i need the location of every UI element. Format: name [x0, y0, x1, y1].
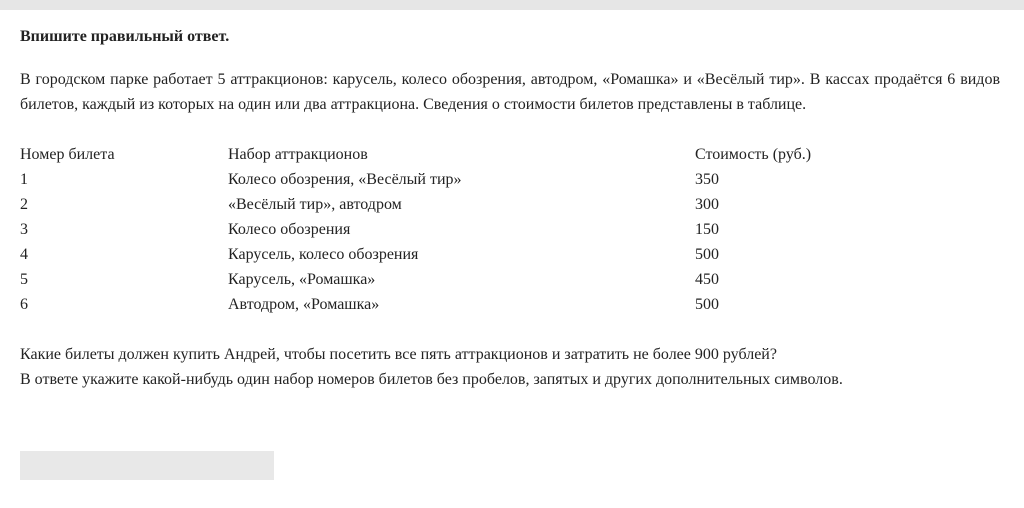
- task-intro: В городском парке работает 5 аттракционов: карусель, колесо обозрения, автодром, «Ромашка» и «Весёлый тир». В кассах продаётся 6 видов билетов, каждый из которых на один или два аттракциона. Сведения о стоимости билетов представлены в таблице.: [20, 71, 1000, 113]
- table-row: [20, 192, 895, 217]
- ticket-number: 4: [20, 246, 28, 263]
- ticket-cost: 450: [695, 271, 719, 288]
- ticket-table: [20, 142, 895, 317]
- attraction-set: Колесо обозрения, «Весёлый тир»: [228, 171, 462, 188]
- ticket-cost: 150: [695, 221, 719, 238]
- attraction-set: Автодром, «Ромашка»: [228, 296, 380, 313]
- header-attraction-set: Набор аттракционов: [228, 146, 368, 163]
- header-ticket-number: Номер билета: [20, 146, 115, 163]
- ticket-cost: 300: [695, 196, 719, 213]
- answer-input[interactable]: [20, 451, 274, 480]
- table-row: [20, 242, 895, 267]
- attraction-set: Карусель, колесо обозрения: [228, 246, 419, 263]
- table-row: [20, 267, 895, 292]
- question-line-1: Какие билеты должен купить Андрей, чтобы посетить все пять аттракционов и затратить не более 900 рублей?: [20, 346, 777, 363]
- ticket-number: 6: [20, 296, 28, 313]
- table-row: [20, 217, 895, 242]
- question-line-2: В ответе укажите какой-нибудь один набор номеров билетов без пробелов, запятых и других дополнительных символов.: [20, 371, 843, 388]
- attraction-set: Колесо обозрения: [228, 221, 351, 238]
- ticket-number: 5: [20, 271, 28, 288]
- ticket-cost: 500: [695, 246, 719, 263]
- ticket-cost: 350: [695, 171, 719, 188]
- task-content: [20, 25, 1000, 392]
- attraction-set: Карусель, «Ромашка»: [228, 271, 376, 288]
- task-question: [20, 342, 1000, 392]
- ticket-number: 3: [20, 221, 28, 238]
- header-cost: Стоимость (руб.): [695, 146, 812, 163]
- attraction-set: «Весёлый тир», автодром: [228, 196, 402, 213]
- table-header-row: [20, 142, 895, 167]
- task-instruction: Впишите правильный ответ.: [20, 28, 230, 45]
- table-row: [20, 292, 895, 317]
- top-bar: [0, 0, 1024, 10]
- table-row: [20, 167, 895, 192]
- ticket-cost: 500: [695, 296, 719, 313]
- ticket-number: 1: [20, 171, 28, 188]
- ticket-number: 2: [20, 196, 28, 213]
